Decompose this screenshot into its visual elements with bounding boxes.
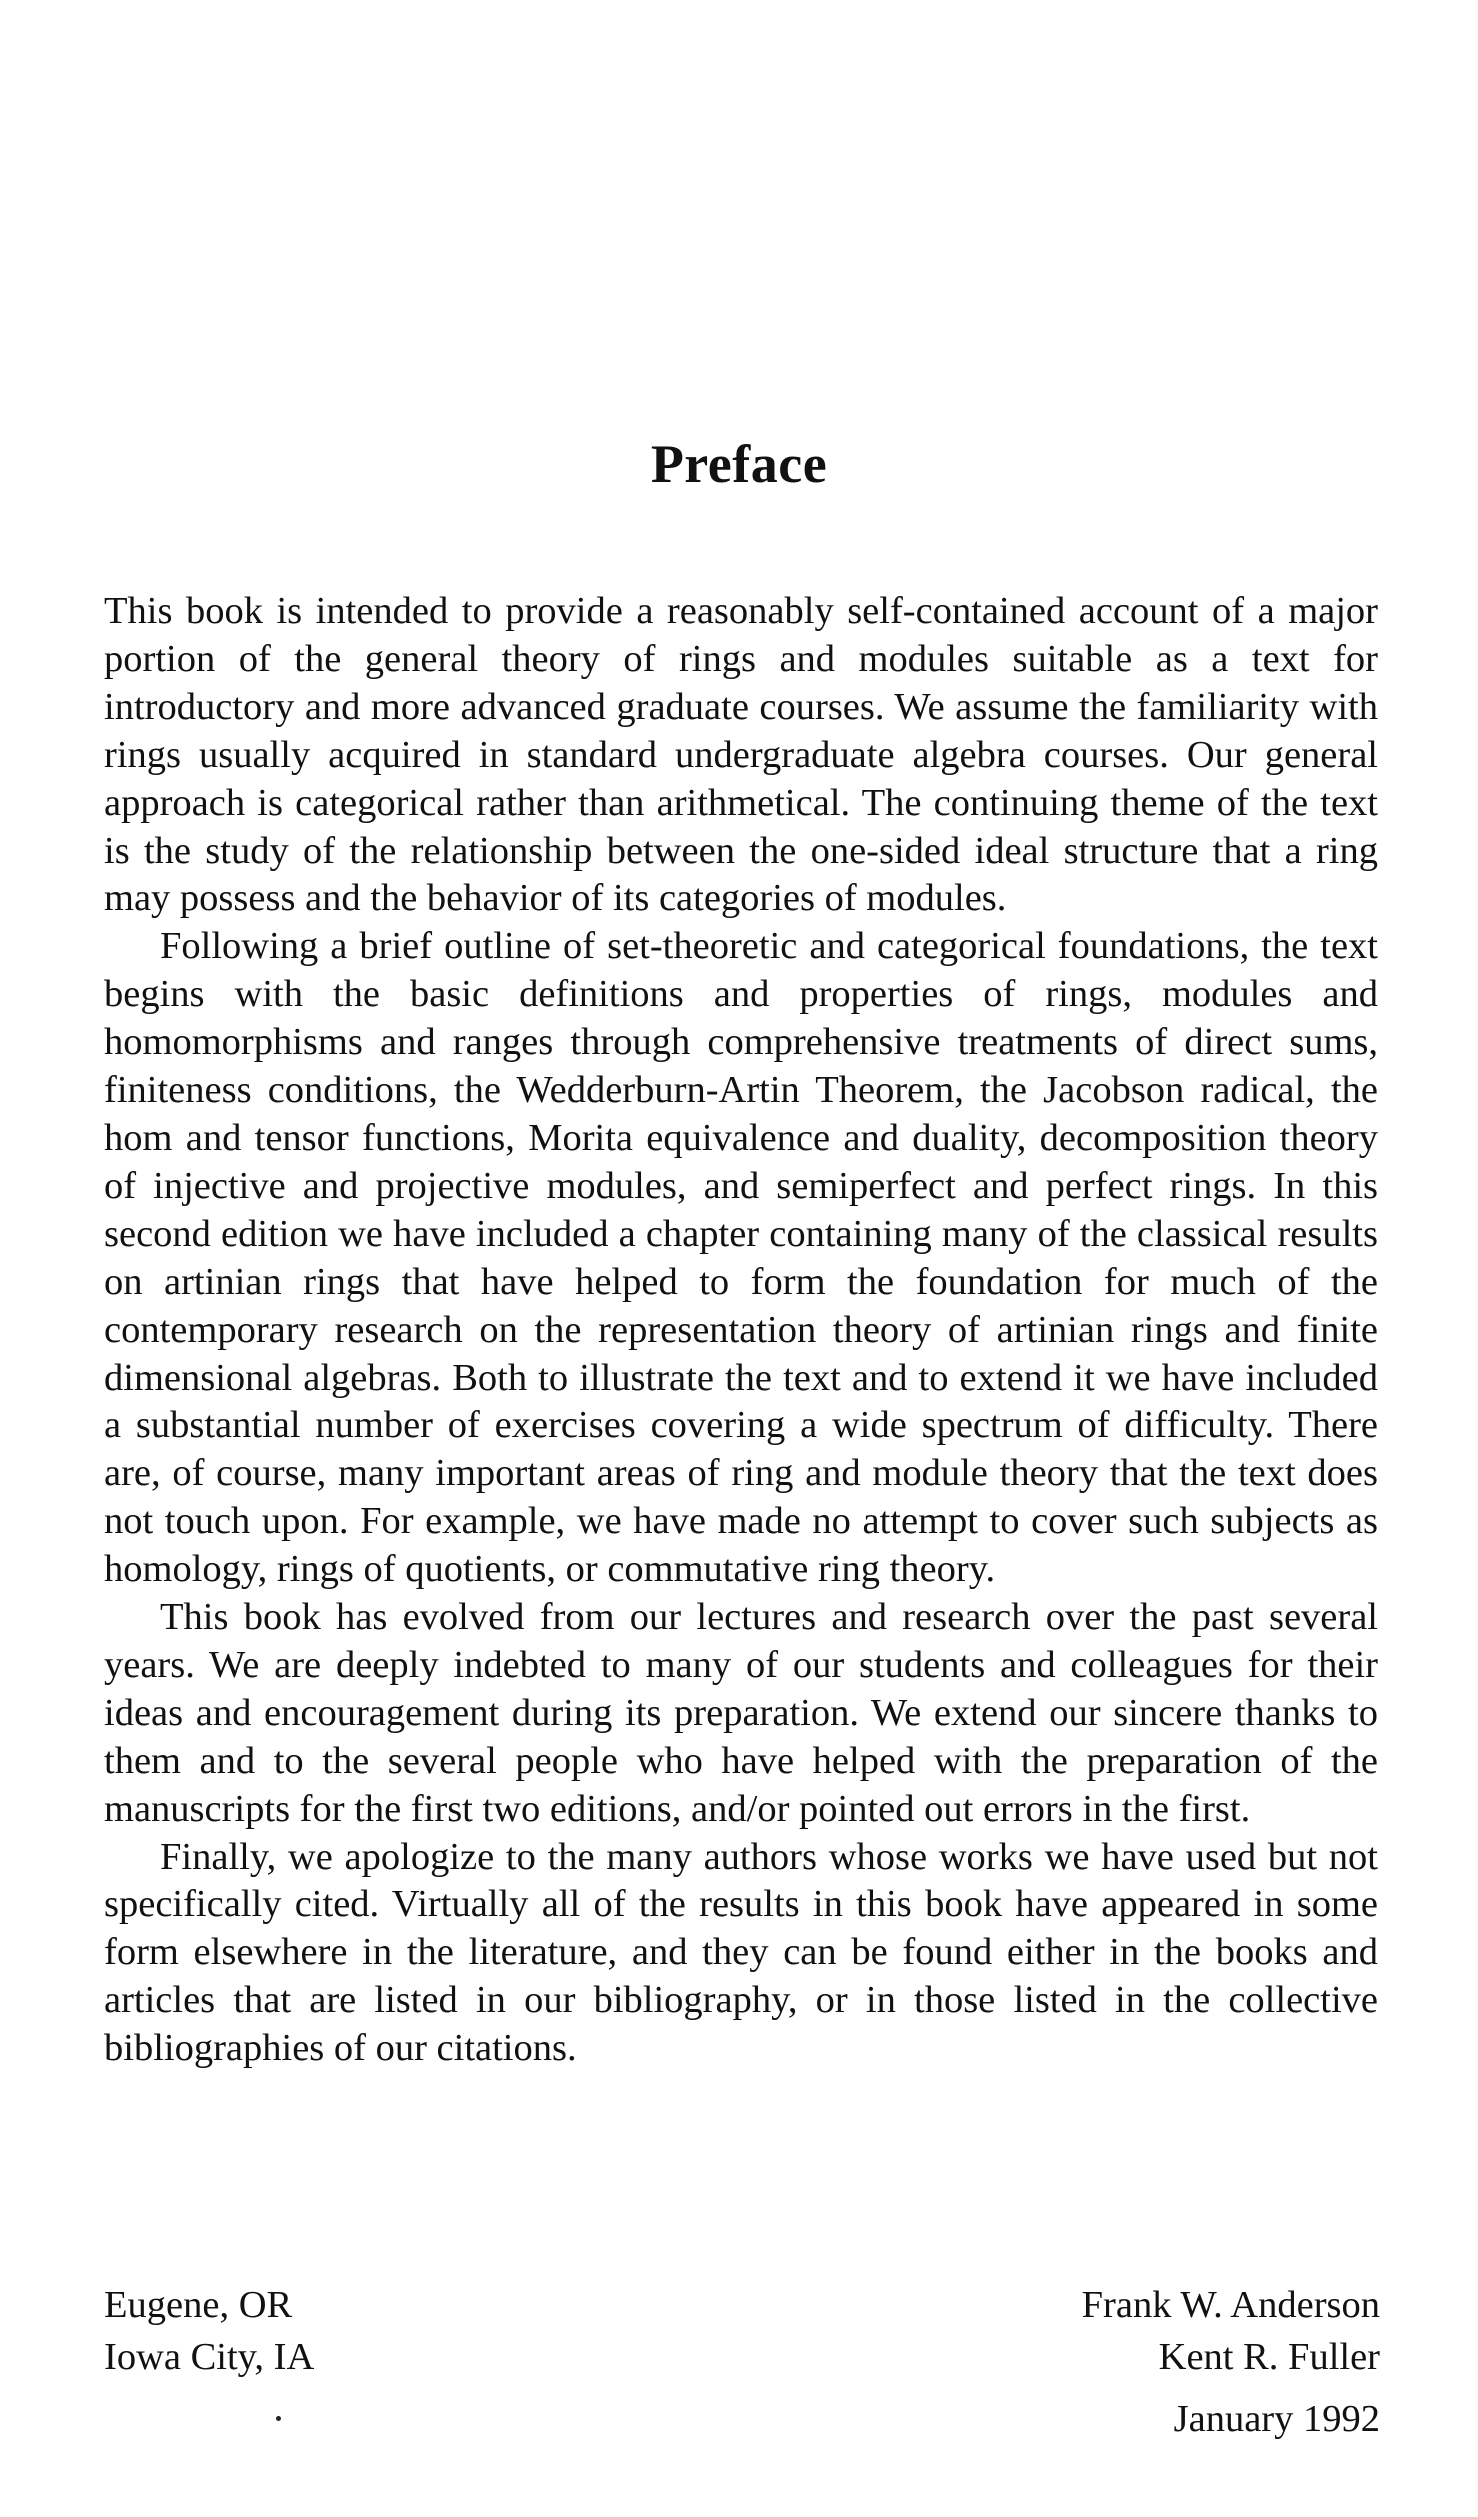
page-title: Preface <box>650 434 828 494</box>
place-eugene: Eugene, OR <box>104 2284 293 2326</box>
paragraph-3: This book has evolved from our lectures and research over the past several years. We are deeply indebted to many of our students and colleagues for their ideas and encouragement during its preparation. We extend our sincere thanks to them and to the several people who have helped with the preparation of the manuscripts for the first two editions, and/or pointed out errors in the first. <box>104 1596 1378 1830</box>
print-speck <box>276 2416 281 2421</box>
place-iowa-city: Iowa City, IA <box>104 2336 315 2378</box>
authors-block <box>1082 2279 1380 2383</box>
places-block <box>104 2279 314 2383</box>
preface-date: January 1992 <box>1173 2398 1380 2440</box>
preface-body <box>104 588 1378 2073</box>
author-anderson: Frank W. Anderson <box>1081 2284 1380 2326</box>
author-fuller: Kent R. Fuller <box>1158 2336 1380 2378</box>
paragraph-1: This book is intended to provide a reasonably self-contained account of a major portion of the general theory of rings and modules suitable as a text for introductory and more advanced graduate courses. We assume the familiarity with rings usually acquired in standard undergraduate algebra courses. Our general approach is categorical rather than arithmetical. The continuing theme of the text is the study of the relationship between the one-sided ideal structure that a ring may possess and the behavior of its categories of modules. <box>104 590 1378 920</box>
paragraph-2: Following a brief outline of set-theoretic and categorical foundations, the text begins with the basic definitions and properties of rings, modules and homomorphisms and ranges through comprehensive treatments of direct sums, finiteness conditions, the Wedderburn-Artin Theorem, the Jacobson radical, the hom and tensor functions, Morita equivalence and duality, decomposition theory of injective and projective modules, and semiperfect and perfect rings. In this second edition we have included a chapter containing many of the classical results on artinian rings that have helped to form the foundation for much of the contemporary research on the representation theory of artinian rings and finite dimensional algebras. Both to illustrate the text and to extend it we have included a substantial number of exercises covering a wide spectrum of difficulty. There are, of course, many important areas of ring and module theory that the text does not touch upon. For example, we have made no attempt to cover such subjects as homology, rings of quotients, or commutative ring theory. <box>104 925 1378 1591</box>
paragraph-4: Finally, we apologize to the many authors whose works we have used but not specifically cited. Virtually all of the results in this book have appeared in some form elsewhere in the literature, and they can be found either in the books and articles that are listed in our bibliography, or in those listed in the collective bibliographies of our citations. <box>104 1835 1378 2070</box>
